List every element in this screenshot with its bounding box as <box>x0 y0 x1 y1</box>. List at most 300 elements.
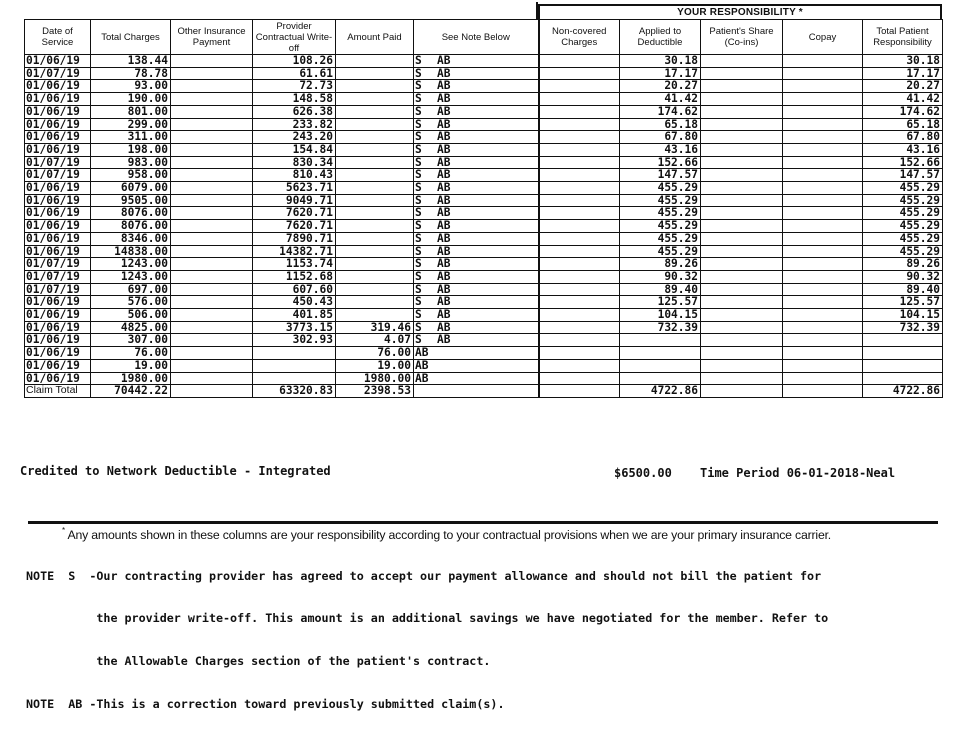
note-cell <box>414 194 539 207</box>
copay-cell <box>783 169 863 182</box>
other-insurance-cell <box>171 55 253 68</box>
note-ab-code: AB <box>437 130 451 144</box>
amount-paid-cell <box>336 55 414 68</box>
total-charges-cell: 78.78 <box>91 67 171 80</box>
writeoff-cell: 1153.74 <box>253 258 336 271</box>
col-amount-paid: Amount Paid <box>336 20 414 55</box>
writeoff-cell: 401.85 <box>253 309 336 322</box>
table-row <box>25 372 943 385</box>
date-cell: 01/06/19 <box>25 372 91 385</box>
copay-cell <box>783 93 863 106</box>
note-s-code: S <box>415 156 422 169</box>
date-cell: 01/06/19 <box>25 118 91 131</box>
note-cell <box>414 270 539 283</box>
other-insurance-cell <box>171 118 253 131</box>
table-row <box>25 80 943 93</box>
copay-cell <box>783 182 863 195</box>
total-coins-cell <box>701 385 783 398</box>
coins-cell <box>701 156 783 169</box>
date-cell: 01/06/19 <box>25 182 91 195</box>
writeoff-cell: 9049.71 <box>253 194 336 207</box>
patient-total-cell: 65.18 <box>863 118 943 131</box>
table-row <box>25 283 943 296</box>
table-row <box>25 245 943 258</box>
copay-cell <box>783 258 863 271</box>
note-cell <box>414 207 539 220</box>
non-covered-cell <box>539 334 620 347</box>
total-charges-cell: 8076.00 <box>91 220 171 233</box>
table-row <box>25 169 943 182</box>
non-covered-cell <box>539 347 620 360</box>
writeoff-cell: 148.58 <box>253 93 336 106</box>
writeoff-cell: 1152.68 <box>253 270 336 283</box>
copay-cell <box>783 372 863 385</box>
deductible-cell <box>620 334 701 347</box>
note-s-code: S <box>415 295 422 309</box>
note-cell <box>414 334 539 347</box>
deductible-cell: 20.27 <box>620 80 701 93</box>
note-ab-code: AB <box>437 333 451 347</box>
amount-paid-cell <box>336 207 414 220</box>
deductible-cell: 30.18 <box>620 55 701 68</box>
non-covered-cell <box>539 258 620 271</box>
writeoff-cell: 72.73 <box>253 80 336 93</box>
table-row <box>25 309 943 322</box>
col-total-patient-responsibility: Total Patient Responsibility <box>863 20 943 55</box>
other-insurance-cell <box>171 321 253 334</box>
patient-total-cell <box>863 334 943 347</box>
patient-total-cell: 41.42 <box>863 93 943 106</box>
table-row <box>25 220 943 233</box>
note-s-code: S <box>415 143 422 156</box>
deductible-cell: 455.29 <box>620 182 701 195</box>
note-ab-code: AB <box>437 92 451 106</box>
table-row <box>25 258 943 271</box>
total-charges-cell: 19.00 <box>91 359 171 372</box>
amount-paid-cell: 1980.00 <box>336 372 414 385</box>
total-charges-cell: 138.44 <box>91 55 171 68</box>
date-cell: 01/06/19 <box>25 359 91 372</box>
note-s-code: S <box>415 92 422 106</box>
note-cell <box>414 321 539 334</box>
patient-total-cell: 455.29 <box>863 182 943 195</box>
footnote-text: Any amounts shown in these columns are your responsibility according to your contractual provisions when we are your primary insurance carrier. <box>67 528 832 543</box>
total-charges-cell: 1243.00 <box>91 258 171 271</box>
date-cell: 01/06/19 <box>25 232 91 245</box>
note-ab-code: AB <box>437 308 451 322</box>
writeoff-cell: 7620.71 <box>253 207 336 220</box>
amount-paid-cell: 4.07 <box>336 334 414 347</box>
col-patient-share: Patient's Share (Co-ins) <box>701 20 783 55</box>
note-s-code: S <box>415 270 422 283</box>
table-row <box>25 67 943 80</box>
note-s-line-2: the provider write-off. This amount is an additional savings we have negotiated for the member. Refer to <box>26 611 829 626</box>
total-charges-cell: 958.00 <box>91 169 171 182</box>
other-insurance-cell <box>171 258 253 271</box>
patient-total-cell: 174.62 <box>863 105 943 118</box>
total-charges-cell: 198.00 <box>91 143 171 156</box>
total-charges-cell: 190.00 <box>91 93 171 106</box>
col-date-of-service: Date of Service <box>25 20 91 55</box>
total-total-charges-cell: 70442.22 <box>91 385 171 398</box>
note-cell <box>414 182 539 195</box>
date-cell: 01/06/19 <box>25 105 91 118</box>
coins-cell <box>701 182 783 195</box>
other-insurance-cell <box>171 309 253 322</box>
deductible-cell: 455.29 <box>620 194 701 207</box>
copay-cell <box>783 283 863 296</box>
date-cell: 01/07/19 <box>25 270 91 283</box>
copay-cell <box>783 131 863 144</box>
date-cell: 01/07/19 <box>25 258 91 271</box>
writeoff-cell <box>253 372 336 385</box>
total-charges-cell: 8076.00 <box>91 207 171 220</box>
patient-total-cell: 455.29 <box>863 194 943 207</box>
date-cell: 01/07/19 <box>25 283 91 296</box>
copay-cell <box>783 334 863 347</box>
note-cell <box>414 105 539 118</box>
writeoff-cell: 830.34 <box>253 156 336 169</box>
coins-cell <box>701 67 783 80</box>
other-insurance-cell <box>171 232 253 245</box>
non-covered-cell <box>539 67 620 80</box>
total-non-covered-cell <box>539 385 620 398</box>
patient-total-cell: 90.32 <box>863 270 943 283</box>
table-row <box>25 131 943 144</box>
total-charges-cell: 311.00 <box>91 131 171 144</box>
note-ab-code: AB <box>437 181 451 195</box>
non-covered-cell <box>539 372 620 385</box>
other-insurance-cell <box>171 334 253 347</box>
patient-total-cell <box>863 347 943 360</box>
note-s-code: S <box>415 181 422 195</box>
note-ab-code: AB <box>437 321 451 334</box>
note-s-code: S <box>415 206 422 220</box>
claim-rows <box>25 55 943 398</box>
note-ab-code: AB <box>437 206 451 220</box>
amount-paid-cell <box>336 194 414 207</box>
copay-cell <box>783 194 863 207</box>
copay-cell <box>783 220 863 233</box>
note-cell <box>414 296 539 309</box>
total-charges-cell: 6079.00 <box>91 182 171 195</box>
writeoff-cell: 302.93 <box>253 334 336 347</box>
total-charges-cell: 93.00 <box>91 80 171 93</box>
patient-total-cell: 732.39 <box>863 321 943 334</box>
note-ab-code: AB <box>437 295 451 309</box>
coins-cell <box>701 80 783 93</box>
col-applied-deductible: Applied to Deductible <box>620 20 701 55</box>
table-row <box>25 359 943 372</box>
deductible-cell: 732.39 <box>620 321 701 334</box>
other-insurance-cell <box>171 67 253 80</box>
other-insurance-cell <box>171 270 253 283</box>
note-s-code: S <box>415 257 422 271</box>
note-cell <box>414 131 539 144</box>
date-cell: 01/06/19 <box>25 347 91 360</box>
claim-total-row <box>25 385 943 398</box>
non-covered-cell <box>539 194 620 207</box>
total-charges-cell: 506.00 <box>91 309 171 322</box>
note-cell <box>414 67 539 80</box>
amount-paid-cell <box>336 131 414 144</box>
note-cell <box>414 309 539 322</box>
patient-total-cell: 43.16 <box>863 143 943 156</box>
date-cell: 01/06/19 <box>25 131 91 144</box>
total-writeoff-cell: 63320.83 <box>253 385 336 398</box>
deductible-amount: $6500.00 <box>614 466 672 480</box>
coins-cell <box>701 232 783 245</box>
deductible-cell: 90.32 <box>620 270 701 283</box>
date-cell: 01/07/19 <box>25 67 91 80</box>
patient-total-cell: 67.80 <box>863 131 943 144</box>
copay-cell <box>783 67 863 80</box>
non-covered-cell <box>539 296 620 309</box>
credited-deductible-label: Credited to Network Deductible - Integrated <box>20 464 331 478</box>
patient-total-cell: 17.17 <box>863 67 943 80</box>
other-insurance-cell <box>171 207 253 220</box>
total-charges-cell: 801.00 <box>91 105 171 118</box>
writeoff-cell <box>253 359 336 372</box>
writeoff-cell: 450.43 <box>253 296 336 309</box>
deductible-cell: 455.29 <box>620 220 701 233</box>
table-row <box>25 270 943 283</box>
note-cell <box>414 118 539 131</box>
note-ab-code: AB <box>437 143 451 156</box>
date-cell: 01/06/19 <box>25 143 91 156</box>
note-cell <box>414 258 539 271</box>
copay-cell <box>783 296 863 309</box>
other-insurance-cell <box>171 296 253 309</box>
deductible-cell: 455.29 <box>620 207 701 220</box>
amount-paid-cell <box>336 182 414 195</box>
patient-total-cell: 152.66 <box>863 156 943 169</box>
note-ab-code: AB <box>437 257 451 271</box>
non-covered-cell <box>539 283 620 296</box>
col-copay: Copay <box>783 20 863 55</box>
note-s-code: S <box>415 118 422 131</box>
claim-total-label: Claim Total <box>25 385 91 398</box>
amount-paid-cell <box>336 80 414 93</box>
copay-cell <box>783 207 863 220</box>
table-row <box>25 232 943 245</box>
deductible-cell <box>620 372 701 385</box>
note-cell <box>414 169 539 182</box>
coins-cell <box>701 93 783 106</box>
writeoff-cell: 7890.71 <box>253 232 336 245</box>
non-covered-cell <box>539 118 620 131</box>
total-charges-cell: 307.00 <box>91 334 171 347</box>
coins-cell <box>701 220 783 233</box>
date-cell: 01/06/19 <box>25 93 91 106</box>
writeoff-cell: 607.60 <box>253 283 336 296</box>
other-insurance-cell <box>171 245 253 258</box>
table-row <box>25 334 943 347</box>
coins-cell <box>701 245 783 258</box>
non-covered-cell <box>539 207 620 220</box>
copay-cell <box>783 118 863 131</box>
amount-paid-cell <box>336 105 414 118</box>
other-insurance-cell <box>171 359 253 372</box>
other-insurance-cell <box>171 131 253 144</box>
coins-cell <box>701 118 783 131</box>
note-cell <box>414 143 539 156</box>
coins-cell <box>701 372 783 385</box>
coins-cell <box>701 143 783 156</box>
patient-total-cell: 455.29 <box>863 232 943 245</box>
note-s-code: S <box>415 105 422 118</box>
total-charges-cell: 4825.00 <box>91 321 171 334</box>
col-non-covered: Non-covered Charges <box>539 20 620 55</box>
patient-total-cell: 125.57 <box>863 296 943 309</box>
date-cell: 01/06/19 <box>25 296 91 309</box>
writeoff-cell: 7620.71 <box>253 220 336 233</box>
other-insurance-cell <box>171 105 253 118</box>
note-cell <box>414 347 539 360</box>
coins-cell <box>701 296 783 309</box>
total-charges-cell: 299.00 <box>91 118 171 131</box>
writeoff-cell: 243.20 <box>253 131 336 144</box>
col-provider-writeoff: Provider Contractual Write-off <box>253 20 336 55</box>
amount-paid-cell <box>336 309 414 322</box>
writeoff-cell: 233.82 <box>253 118 336 131</box>
non-covered-cell <box>539 182 620 195</box>
coins-cell <box>701 55 783 68</box>
amount-paid-cell <box>336 296 414 309</box>
amount-paid-cell <box>336 93 414 106</box>
other-insurance-cell <box>171 169 253 182</box>
date-cell: 01/06/19 <box>25 194 91 207</box>
footer-divider <box>28 521 938 524</box>
amount-paid-cell <box>336 283 414 296</box>
other-insurance-cell <box>171 80 253 93</box>
note-ab-line: NOTE AB -This is a correction toward previously submitted claim(s). <box>26 697 505 712</box>
amount-paid-cell <box>336 232 414 245</box>
note-ab-code: AB <box>415 346 429 360</box>
non-covered-cell <box>539 232 620 245</box>
note-s-code: S <box>415 194 422 207</box>
amount-paid-cell: 319.46 <box>336 321 414 334</box>
amount-paid-cell <box>336 169 414 182</box>
note-cell <box>414 220 539 233</box>
deductible-cell: 125.57 <box>620 296 701 309</box>
table-row <box>25 93 943 106</box>
other-insurance-cell <box>171 372 253 385</box>
note-cell <box>414 372 539 385</box>
date-cell: 01/06/19 <box>25 309 91 322</box>
copay-cell <box>783 309 863 322</box>
copay-cell <box>783 232 863 245</box>
non-covered-cell <box>539 321 620 334</box>
writeoff-cell <box>253 347 336 360</box>
total-charges-cell: 697.00 <box>91 283 171 296</box>
writeoff-cell: 626.38 <box>253 105 336 118</box>
non-covered-cell <box>539 245 620 258</box>
table-row <box>25 296 943 309</box>
total-note-cell <box>414 385 539 398</box>
total-charges-cell: 576.00 <box>91 296 171 309</box>
amount-paid-cell <box>336 220 414 233</box>
note-s-code: S <box>415 232 422 245</box>
date-cell: 01/06/19 <box>25 80 91 93</box>
patient-total-cell: 147.57 <box>863 169 943 182</box>
note-ab-code: AB <box>437 283 451 296</box>
amount-paid-cell <box>336 143 414 156</box>
coins-cell <box>701 283 783 296</box>
col-other-insurance-payment: Other Insurance Payment <box>171 20 253 55</box>
deductible-cell: 147.57 <box>620 169 701 182</box>
other-insurance-cell <box>171 93 253 106</box>
amount-paid-cell <box>336 67 414 80</box>
note-ab-code: AB <box>437 194 451 207</box>
writeoff-cell: 154.84 <box>253 143 336 156</box>
amount-paid-cell <box>336 156 414 169</box>
copay-cell <box>783 143 863 156</box>
coins-cell <box>701 194 783 207</box>
note-ab-code: AB <box>437 79 451 93</box>
copay-cell <box>783 347 863 360</box>
non-covered-cell <box>539 105 620 118</box>
coins-cell <box>701 270 783 283</box>
note-s-code: S <box>415 130 422 144</box>
non-covered-cell <box>539 359 620 372</box>
amount-paid-cell <box>336 118 414 131</box>
note-s-code: S <box>415 245 422 258</box>
note-s-code: S <box>415 283 422 296</box>
copay-cell <box>783 156 863 169</box>
table-row <box>25 194 943 207</box>
total-charges-cell: 9505.00 <box>91 194 171 207</box>
copay-cell <box>783 105 863 118</box>
note-s-line-3: the Allowable Charges section of the patient's contract. <box>26 654 491 669</box>
note-ab-code: AB <box>437 67 451 80</box>
total-charges-cell: 1243.00 <box>91 270 171 283</box>
col-total-charges: Total Charges <box>91 20 171 55</box>
time-period: Time Period 06-01-2018-Neal <box>700 466 896 480</box>
note-ab-code: AB <box>437 270 451 283</box>
coins-cell <box>701 207 783 220</box>
copay-cell <box>783 270 863 283</box>
table-row <box>25 347 943 360</box>
note-cell <box>414 55 539 68</box>
note-ab-code: AB <box>437 54 451 67</box>
deductible-cell: 17.17 <box>620 67 701 80</box>
non-covered-cell <box>539 169 620 182</box>
patient-total-cell: 89.40 <box>863 283 943 296</box>
note-ab-code: AB <box>437 232 451 245</box>
deductible-cell <box>620 359 701 372</box>
amount-paid-cell <box>336 270 414 283</box>
other-insurance-cell <box>171 347 253 360</box>
notes-block <box>26 540 946 740</box>
copay-cell <box>783 321 863 334</box>
copay-cell <box>783 55 863 68</box>
coins-cell <box>701 334 783 347</box>
non-covered-cell <box>539 309 620 322</box>
coins-cell <box>701 105 783 118</box>
deductible-cell: 174.62 <box>620 105 701 118</box>
writeoff-cell: 61.61 <box>253 67 336 80</box>
table-row <box>25 321 943 334</box>
note-ab-code: AB <box>437 118 451 131</box>
table-row <box>25 105 943 118</box>
other-insurance-cell <box>171 283 253 296</box>
patient-total-cell: 455.29 <box>863 207 943 220</box>
note-s-line-1: NOTE S -Our contracting provider has agreed to accept our payment allowance and should not bill the patient for <box>26 568 822 583</box>
coins-cell <box>701 347 783 360</box>
total-charges-cell: 76.00 <box>91 347 171 360</box>
note-ab-code: AB <box>437 245 451 258</box>
